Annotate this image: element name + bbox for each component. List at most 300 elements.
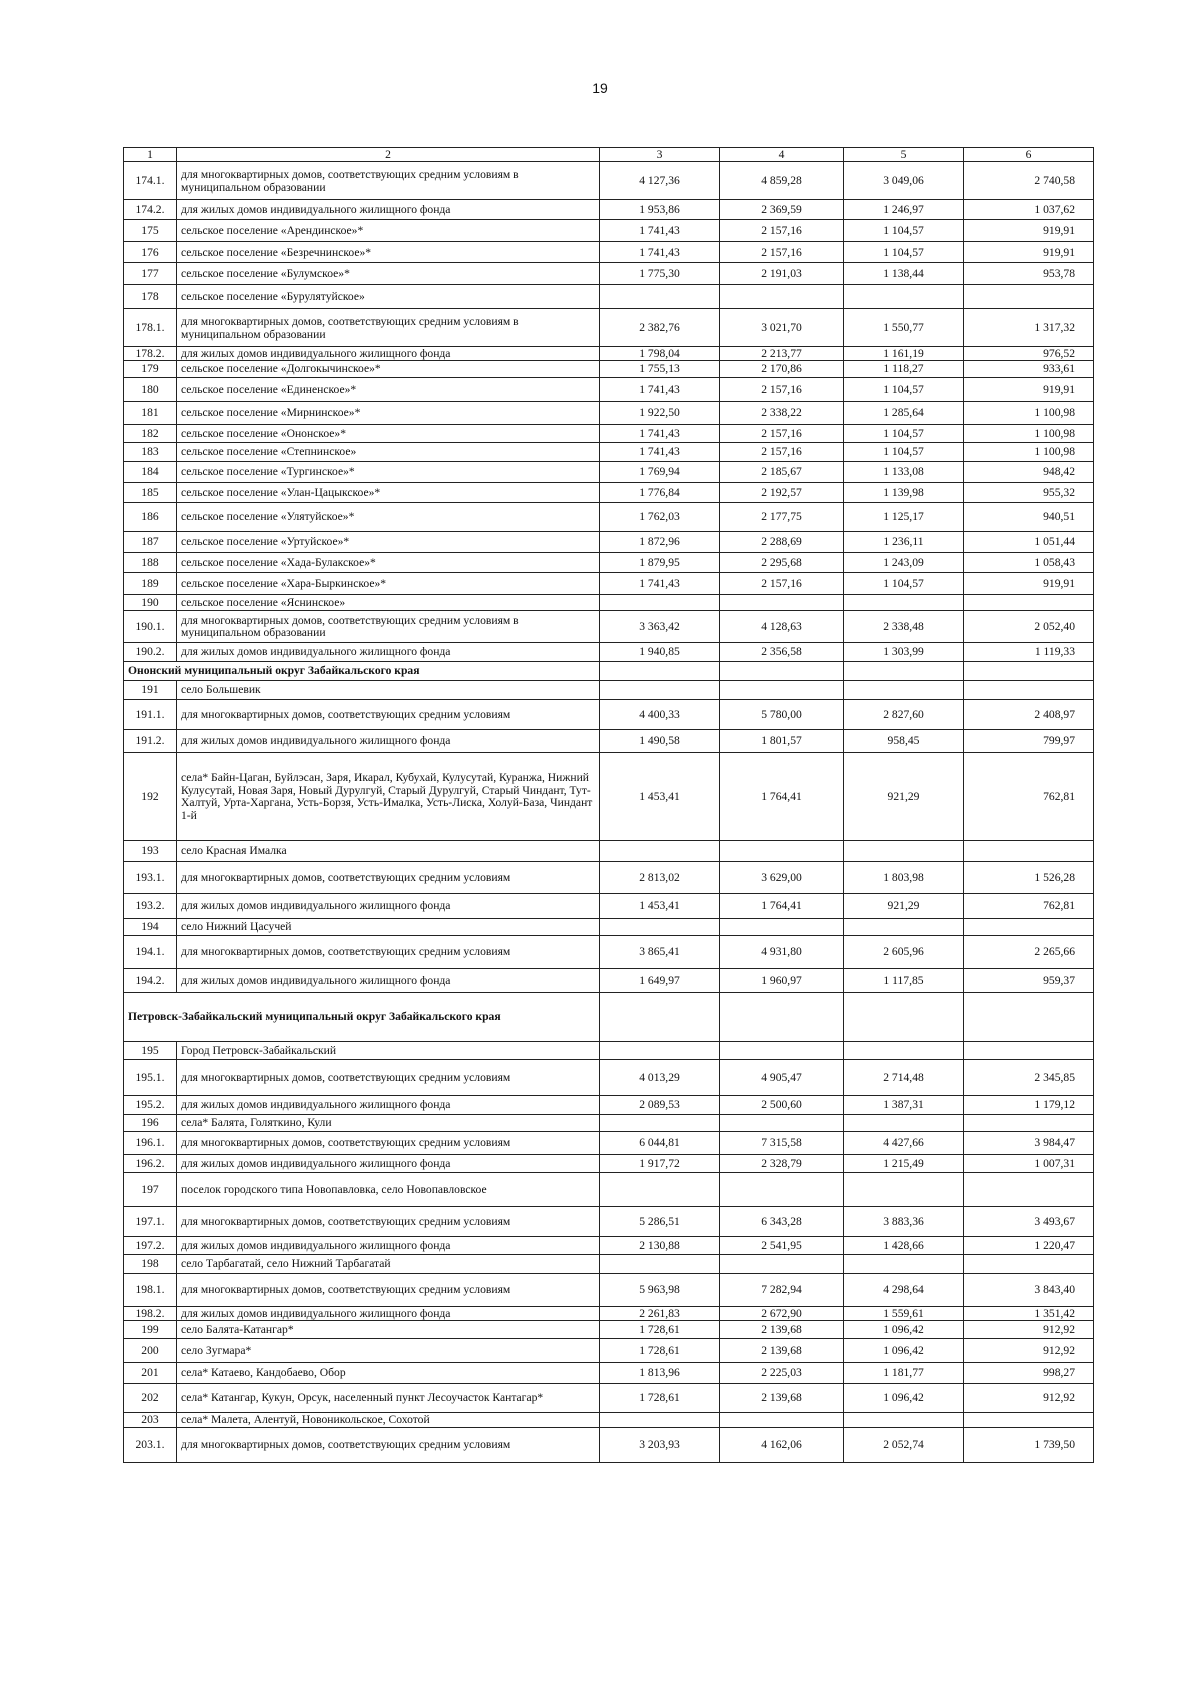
row-name: для многоквартирных домов, соответствующих средним условиям (177, 1427, 600, 1462)
value-cell-col3: 2 813,02 (600, 861, 720, 893)
empty-cell (964, 661, 1094, 680)
value-cell-col6 (964, 1172, 1094, 1206)
table-row (124, 401, 1094, 424)
value-cell-col6: 1 317,32 (964, 309, 1094, 347)
value-cell-col6: 919,91 (964, 377, 1094, 401)
value-cell-col5: 1 236,11 (844, 531, 964, 552)
value-cell-col6: 1 179,12 (964, 1095, 1094, 1114)
row-name: поселок городского типа Новопавловка, село Новопавловское (177, 1172, 600, 1206)
value-cell-col4: 2 295,68 (720, 552, 844, 572)
table-row (124, 1041, 1094, 1059)
value-cell-col4 (720, 1254, 844, 1273)
row-name: сельское поселение «Улан-Цацыкское»* (177, 482, 600, 502)
row-name: село Тарбагатай, село Нижний Тарбагатай (177, 1254, 600, 1273)
value-cell-col4: 2 225,03 (720, 1362, 844, 1383)
row-number: 183 (124, 442, 177, 461)
table-row (124, 893, 1094, 918)
value-cell-col3: 4 400,33 (600, 699, 720, 729)
table-row (124, 531, 1094, 552)
row-name: сельское поселение «Степнинское» (177, 442, 600, 461)
value-cell-col3: 1 879,95 (600, 552, 720, 572)
empty-cell (600, 661, 720, 680)
table-row (124, 610, 1094, 642)
value-cell-col6: 912,92 (964, 1383, 1094, 1412)
value-cell-col4 (720, 918, 844, 935)
value-cell-col6 (964, 1114, 1094, 1131)
value-cell-col5: 1 104,57 (844, 377, 964, 401)
value-cell-col5: 1 096,42 (844, 1338, 964, 1362)
section-row (124, 992, 1094, 1041)
row-number: 179 (124, 360, 177, 377)
table-row (124, 424, 1094, 442)
value-cell-col4: 3 021,70 (720, 309, 844, 347)
value-cell-col4: 2 139,68 (720, 1338, 844, 1362)
value-cell-col5: 2 714,48 (844, 1059, 964, 1095)
value-cell-col5 (844, 840, 964, 861)
value-cell-col3: 3 203,93 (600, 1427, 720, 1462)
value-cell-col3: 1 728,61 (600, 1383, 720, 1412)
value-cell-col6: 1 051,44 (964, 531, 1094, 552)
row-name: села* Катангар, Кукун, Орсук, населенный пункт Лесоучасток Кантагар* (177, 1383, 600, 1412)
table-row (124, 861, 1094, 893)
value-cell-col5: 1 428,66 (844, 1236, 964, 1254)
table-row (124, 1338, 1094, 1362)
value-cell-col6: 799,97 (964, 729, 1094, 752)
value-cell-col3 (600, 918, 720, 935)
value-cell-col5: 3 049,06 (844, 162, 964, 200)
row-number: 199 (124, 1320, 177, 1338)
table-row (124, 1095, 1094, 1114)
value-cell-col3: 1 741,43 (600, 424, 720, 442)
table-row (124, 360, 1094, 377)
row-name: сельское поселение «Ононское»* (177, 424, 600, 442)
value-cell-col5: 1 215,49 (844, 1154, 964, 1172)
row-name: для многоквартирных домов, соответствующих средним условиям в муниципальном образовании (177, 610, 600, 642)
value-cell-col4: 2 185,67 (720, 461, 844, 482)
row-name: для жилых домов индивидуального жилищного фонда (177, 1095, 600, 1114)
table-row (124, 1172, 1094, 1206)
value-cell-col6: 955,32 (964, 482, 1094, 502)
value-cell-col4 (720, 840, 844, 861)
row-number: 198.1. (124, 1273, 177, 1306)
row-name: для многоквартирных домов, соответствующих средним условиям (177, 935, 600, 968)
row-number: 195 (124, 1041, 177, 1059)
value-cell-col6: 2 265,66 (964, 935, 1094, 968)
value-cell-col3: 1 776,84 (600, 482, 720, 502)
value-cell-col3: 2 089,53 (600, 1095, 720, 1114)
value-cell-col6 (964, 1412, 1094, 1427)
row-number: 197.2. (124, 1236, 177, 1254)
value-cell-col5: 1 104,57 (844, 442, 964, 461)
tariff-table (123, 147, 1094, 1463)
row-name: села* Катаево, Кандобаево, Обор (177, 1362, 600, 1383)
section-title: Петровск-Забайкальский муниципальный округ Забайкальского края (124, 992, 600, 1041)
value-cell-col5: 1 161,19 (844, 347, 964, 361)
row-number: 181 (124, 401, 177, 424)
value-cell-col3 (600, 1172, 720, 1206)
table-row (124, 1273, 1094, 1306)
row-number: 192 (124, 752, 177, 840)
empty-cell (844, 992, 964, 1041)
table-row (124, 572, 1094, 594)
row-name: для жилых домов индивидуального жилищного фонда (177, 347, 600, 361)
value-cell-col4: 4 162,06 (720, 1427, 844, 1462)
row-name: сельское поселение «Мирнинское»* (177, 401, 600, 424)
row-number: 194.2. (124, 968, 177, 992)
row-number: 178.1. (124, 309, 177, 347)
value-cell-col4 (720, 285, 844, 309)
value-cell-col5: 4 298,64 (844, 1273, 964, 1306)
row-number: 194 (124, 918, 177, 935)
row-name: Город Петровск-Забайкальский (177, 1041, 600, 1059)
value-cell-col4: 2 157,16 (720, 442, 844, 461)
column-number: 4 (720, 148, 844, 162)
value-cell-col4: 7 315,58 (720, 1131, 844, 1154)
row-number: 203.1. (124, 1427, 177, 1462)
value-cell-col5: 1 096,42 (844, 1320, 964, 1338)
table-row (124, 552, 1094, 572)
table-row (124, 594, 1094, 610)
value-cell-col4: 2 177,75 (720, 502, 844, 531)
table-row (124, 729, 1094, 752)
row-number: 190.2. (124, 642, 177, 661)
row-number: 184 (124, 461, 177, 482)
row-name: для многоквартирных домов, соответствующих средним условиям (177, 861, 600, 893)
row-number: 196 (124, 1114, 177, 1131)
value-cell-col5: 1 118,27 (844, 360, 964, 377)
value-cell-col6: 762,81 (964, 893, 1094, 918)
row-name: сельское поселение «Тургинское»* (177, 461, 600, 482)
empty-cell (720, 661, 844, 680)
row-name: сельское поселение «Долгокычинское»* (177, 360, 600, 377)
value-cell-col6: 1 058,43 (964, 552, 1094, 572)
page-number: 19 (592, 80, 608, 96)
value-cell-col4: 7 282,94 (720, 1273, 844, 1306)
row-number: 193.2. (124, 893, 177, 918)
value-cell-col6: 948,42 (964, 461, 1094, 482)
row-name: село Балята-Катангар* (177, 1320, 600, 1338)
value-cell-col6: 919,91 (964, 242, 1094, 263)
value-cell-col6 (964, 594, 1094, 610)
value-cell-col4: 2 672,90 (720, 1306, 844, 1320)
value-cell-col4 (720, 1114, 844, 1131)
value-cell-col4: 4 128,63 (720, 610, 844, 642)
value-cell-col5: 1 117,85 (844, 968, 964, 992)
table-row (124, 309, 1094, 347)
row-name: для жилых домов индивидуального жилищного фонда (177, 1306, 600, 1320)
value-cell-col5: 958,45 (844, 729, 964, 752)
value-cell-col3: 1 769,94 (600, 461, 720, 482)
row-name: для многоквартирных домов, соответствующих средним условиям в муниципальном образовании (177, 162, 600, 200)
row-number: 177 (124, 263, 177, 285)
empty-cell (964, 992, 1094, 1041)
table-row (124, 1306, 1094, 1320)
value-cell-col4 (720, 594, 844, 610)
row-number: 178 (124, 285, 177, 309)
value-cell-col5 (844, 1041, 964, 1059)
table-row (124, 1412, 1094, 1427)
value-cell-col6: 3 493,67 (964, 1206, 1094, 1236)
value-cell-col4 (720, 1041, 844, 1059)
value-cell-col6: 976,52 (964, 347, 1094, 361)
row-number: 182 (124, 424, 177, 442)
row-number: 188 (124, 552, 177, 572)
value-cell-col4: 2 356,58 (720, 642, 844, 661)
table-row (124, 1362, 1094, 1383)
table-row (124, 442, 1094, 461)
row-number: 176 (124, 242, 177, 263)
table-row (124, 200, 1094, 220)
row-number: 198.2. (124, 1306, 177, 1320)
row-number: 197 (124, 1172, 177, 1206)
value-cell-col6 (964, 1254, 1094, 1273)
value-cell-col3: 1 728,61 (600, 1338, 720, 1362)
value-cell-col3: 1 741,43 (600, 242, 720, 263)
value-cell-col5: 1 133,08 (844, 461, 964, 482)
empty-cell (720, 992, 844, 1041)
row-name: для жилых домов индивидуального жилищного фонда (177, 200, 600, 220)
row-number: 198 (124, 1254, 177, 1273)
value-cell-col3: 1 940,85 (600, 642, 720, 661)
value-cell-col4: 2 157,16 (720, 377, 844, 401)
row-number: 202 (124, 1383, 177, 1412)
value-cell-col5: 1 104,57 (844, 572, 964, 594)
value-cell-col6: 1 119,33 (964, 642, 1094, 661)
row-name: для многоквартирных домов, соответствующих средним условиям (177, 1059, 600, 1095)
table-row (124, 680, 1094, 699)
value-cell-col4: 2 328,79 (720, 1154, 844, 1172)
value-cell-col3 (600, 1114, 720, 1131)
row-number: 195.2. (124, 1095, 177, 1114)
table-row (124, 461, 1094, 482)
value-cell-col4: 2 170,86 (720, 360, 844, 377)
value-cell-col6: 2 408,97 (964, 699, 1094, 729)
value-cell-col3 (600, 285, 720, 309)
value-cell-col3: 1 798,04 (600, 347, 720, 361)
value-cell-col6: 1 100,98 (964, 442, 1094, 461)
value-cell-col4: 1 764,41 (720, 752, 844, 840)
value-cell-col4 (720, 1172, 844, 1206)
row-name: сельское поселение «Бурулятуйское» (177, 285, 600, 309)
row-number: 191.1. (124, 699, 177, 729)
table-row (124, 347, 1094, 361)
row-number: 187 (124, 531, 177, 552)
value-cell-col3: 1 728,61 (600, 1320, 720, 1338)
row-name: сельское поселение «Безречнинское»* (177, 242, 600, 263)
table-row (124, 1154, 1094, 1172)
value-cell-col3: 1 922,50 (600, 401, 720, 424)
row-number: 185 (124, 482, 177, 502)
table-row (124, 840, 1094, 861)
row-name: села* Балята, Голяткино, Кули (177, 1114, 600, 1131)
row-name: для многоквартирных домов, соответствующих средним условиям (177, 1206, 600, 1236)
column-number-row (124, 148, 1094, 162)
table-row (124, 1236, 1094, 1254)
row-name: для многоквартирных домов, соответствующих средним условиям (177, 1273, 600, 1306)
value-cell-col3: 1 453,41 (600, 893, 720, 918)
table-row (124, 1114, 1094, 1131)
table-row (124, 377, 1094, 401)
row-name: для многоквартирных домов, соответствующих средним условиям (177, 699, 600, 729)
value-cell-col5 (844, 285, 964, 309)
row-name: село Зугмара* (177, 1338, 600, 1362)
table-row (124, 242, 1094, 263)
row-number: 193.1. (124, 861, 177, 893)
value-cell-col4: 6 343,28 (720, 1206, 844, 1236)
row-name: для жилых домов индивидуального жилищного фонда (177, 968, 600, 992)
value-cell-col3: 2 382,76 (600, 309, 720, 347)
value-cell-col6: 959,37 (964, 968, 1094, 992)
value-cell-col5: 921,29 (844, 893, 964, 918)
value-cell-col6 (964, 285, 1094, 309)
value-cell-col3 (600, 1412, 720, 1427)
row-number: 190.1. (124, 610, 177, 642)
value-cell-col3: 1 762,03 (600, 502, 720, 531)
value-cell-col3: 3 363,42 (600, 610, 720, 642)
value-cell-col4: 1 764,41 (720, 893, 844, 918)
value-cell-col3: 1 813,96 (600, 1362, 720, 1383)
value-cell-col5: 2 827,60 (844, 699, 964, 729)
value-cell-col5: 2 338,48 (844, 610, 964, 642)
value-cell-col4: 2 541,95 (720, 1236, 844, 1254)
value-cell-col5: 4 427,66 (844, 1131, 964, 1154)
table-row (124, 263, 1094, 285)
row-number: 196.2. (124, 1154, 177, 1172)
row-name: села* Байн-Цаган, Буйлэсан, Заря, Икарал, Кубухай, Кулусутай, Куранжа, Нижний Кулусутай, Новая Заря, Новый Дурулгуй, Старый Дурулгуй, Старый Чиндант, Тут-Халтуй, Урта-Харгана, Усть-Борзя, Усть-Ималка, Усть-Лиска, Холуй-База, Чиндант 1-й (177, 752, 600, 840)
value-cell-col6 (964, 918, 1094, 935)
value-cell-col3: 5 963,98 (600, 1273, 720, 1306)
value-cell-col5: 1 096,42 (844, 1383, 964, 1412)
value-cell-col5: 1 104,57 (844, 220, 964, 242)
table-row (124, 1427, 1094, 1462)
value-cell-col6: 1 526,28 (964, 861, 1094, 893)
value-cell-col5: 2 052,74 (844, 1427, 964, 1462)
row-name: для жилых домов индивидуального жилищного фонда (177, 729, 600, 752)
value-cell-col6: 3 843,40 (964, 1273, 1094, 1306)
value-cell-col4: 2 192,57 (720, 482, 844, 502)
value-cell-col5: 1 139,98 (844, 482, 964, 502)
row-number: 174.1. (124, 162, 177, 200)
value-cell-col6: 933,61 (964, 360, 1094, 377)
value-cell-col3: 1 741,43 (600, 572, 720, 594)
empty-cell (600, 992, 720, 1041)
value-cell-col3 (600, 594, 720, 610)
value-cell-col5: 1 181,77 (844, 1362, 964, 1383)
column-number: 1 (124, 148, 177, 162)
row-name: сельское поселение «Булумское»* (177, 263, 600, 285)
table-row (124, 1206, 1094, 1236)
value-cell-col6: 1 007,31 (964, 1154, 1094, 1172)
row-name: село Большевик (177, 680, 600, 699)
value-cell-col5: 3 883,36 (844, 1206, 964, 1236)
value-cell-col4: 2 500,60 (720, 1095, 844, 1114)
value-cell-col3: 1 490,58 (600, 729, 720, 752)
value-cell-col3 (600, 1254, 720, 1273)
table-row (124, 642, 1094, 661)
row-name: сельское поселение «Хара-Быркинское»* (177, 572, 600, 594)
value-cell-col3: 1 741,43 (600, 220, 720, 242)
table-row (124, 1059, 1094, 1095)
value-cell-col6: 3 984,47 (964, 1131, 1094, 1154)
table-row (124, 1320, 1094, 1338)
value-cell-col6: 2 740,58 (964, 162, 1094, 200)
column-number: 2 (177, 148, 600, 162)
table-row (124, 162, 1094, 200)
row-number: 189 (124, 572, 177, 594)
table-row (124, 752, 1094, 840)
value-cell-col4: 2 191,03 (720, 263, 844, 285)
column-number: 5 (844, 148, 964, 162)
row-number: 193 (124, 840, 177, 861)
value-cell-col5: 1 550,77 (844, 309, 964, 347)
value-cell-col4: 5 780,00 (720, 699, 844, 729)
value-cell-col4: 2 157,16 (720, 242, 844, 263)
value-cell-col5: 1 138,44 (844, 263, 964, 285)
value-cell-col6: 1 037,62 (964, 200, 1094, 220)
row-number: 196.1. (124, 1131, 177, 1154)
value-cell-col6: 940,51 (964, 502, 1094, 531)
empty-cell (844, 661, 964, 680)
value-cell-col4: 2 157,16 (720, 220, 844, 242)
row-number: 178.2. (124, 347, 177, 361)
value-cell-col3: 5 286,51 (600, 1206, 720, 1236)
value-cell-col6: 1 220,47 (964, 1236, 1094, 1254)
value-cell-col6: 1 739,50 (964, 1427, 1094, 1462)
table-row (124, 968, 1094, 992)
row-name: сельское поселение «Яснинское» (177, 594, 600, 610)
value-cell-col4 (720, 1412, 844, 1427)
value-cell-col4: 2 157,16 (720, 572, 844, 594)
value-cell-col3: 3 865,41 (600, 935, 720, 968)
value-cell-col4: 1 960,97 (720, 968, 844, 992)
value-cell-col5 (844, 680, 964, 699)
value-cell-col3: 1 953,86 (600, 200, 720, 220)
value-cell-col4: 1 801,57 (720, 729, 844, 752)
table-row (124, 482, 1094, 502)
row-number: 195.1. (124, 1059, 177, 1095)
table-row (124, 220, 1094, 242)
value-cell-col3: 1 649,97 (600, 968, 720, 992)
row-name: село Нижний Цасучей (177, 918, 600, 935)
table-row (124, 918, 1094, 935)
value-cell-col5: 1 243,09 (844, 552, 964, 572)
section-row (124, 661, 1094, 680)
value-cell-col6: 1 100,98 (964, 424, 1094, 442)
value-cell-col3: 1 741,43 (600, 377, 720, 401)
value-cell-col6 (964, 680, 1094, 699)
row-number: 200 (124, 1338, 177, 1362)
value-cell-col3: 6 044,81 (600, 1131, 720, 1154)
column-number: 6 (964, 148, 1094, 162)
value-cell-col6 (964, 1041, 1094, 1059)
value-cell-col3 (600, 1041, 720, 1059)
value-cell-col5: 1 303,99 (844, 642, 964, 661)
value-cell-col4: 3 629,00 (720, 861, 844, 893)
value-cell-col5 (844, 1412, 964, 1427)
value-cell-col3 (600, 840, 720, 861)
value-cell-col3: 2 130,88 (600, 1236, 720, 1254)
row-number: 197.1. (124, 1206, 177, 1236)
row-name: для жилых домов индивидуального жилищного фонда (177, 1154, 600, 1172)
value-cell-col6: 762,81 (964, 752, 1094, 840)
value-cell-col5 (844, 1172, 964, 1206)
row-number: 180 (124, 377, 177, 401)
value-cell-col4: 2 157,16 (720, 424, 844, 442)
row-name: для жилых домов индивидуального жилищного фонда (177, 1236, 600, 1254)
value-cell-col5 (844, 594, 964, 610)
column-number: 3 (600, 148, 720, 162)
value-cell-col3: 2 261,83 (600, 1306, 720, 1320)
